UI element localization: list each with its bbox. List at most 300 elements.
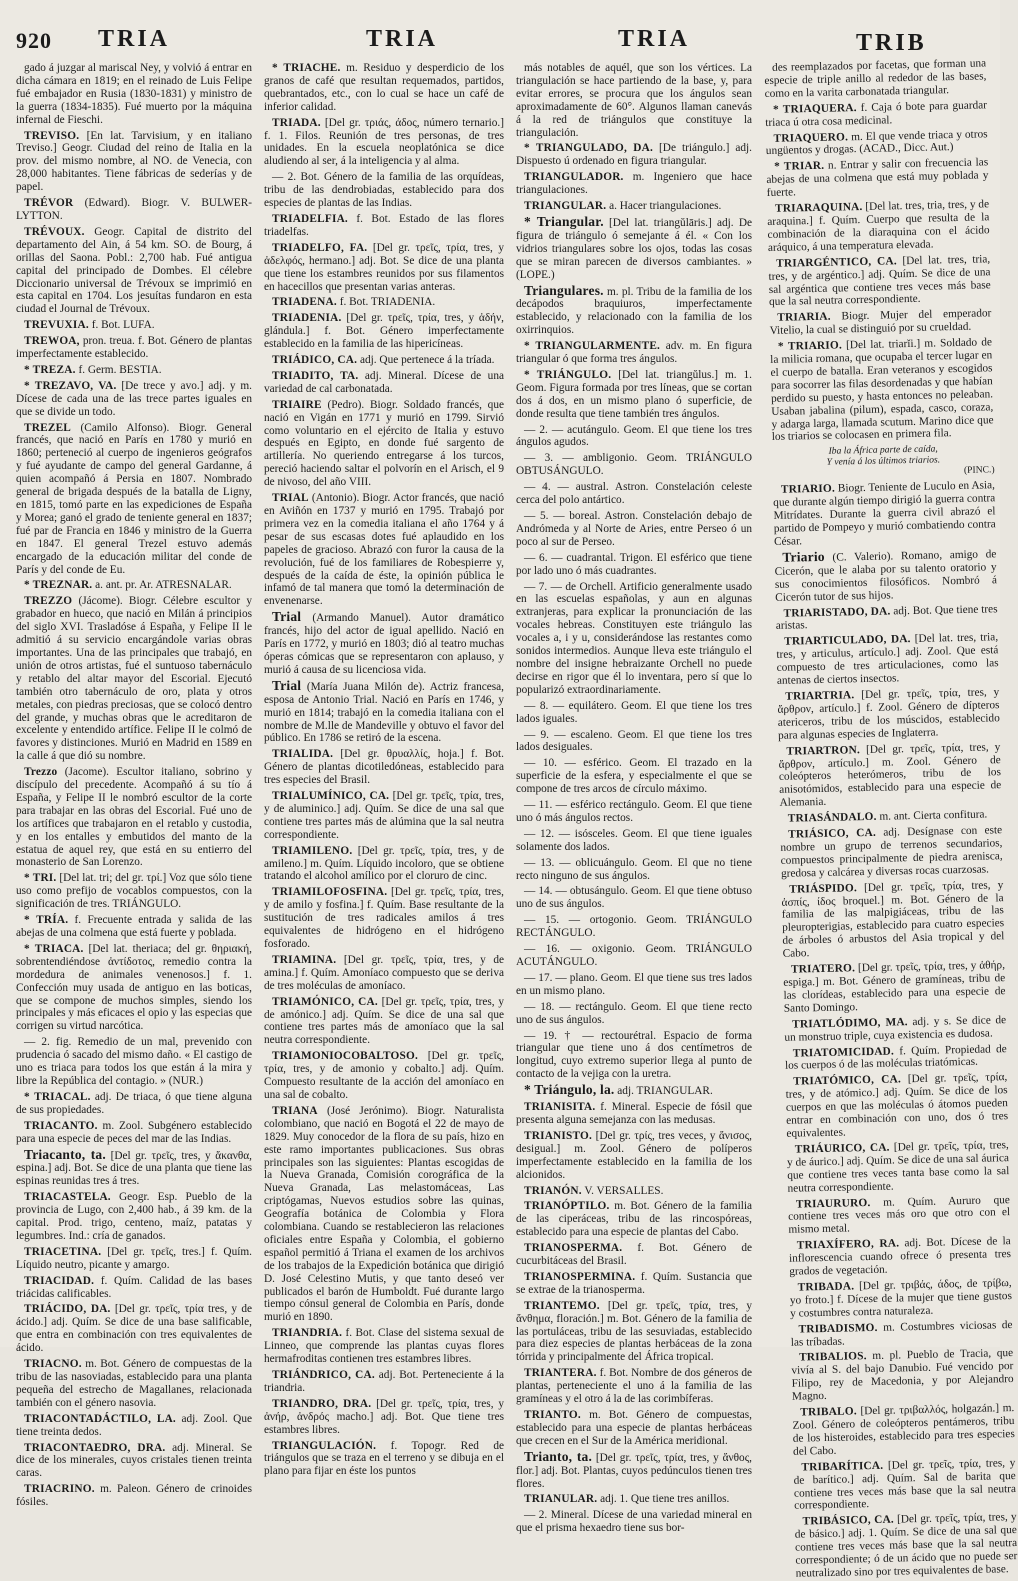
entry-definition: [Del lat. theriaca; del gr. θηριακή, sobrentendiéndose ἀντίδοτος, remedio contra la mordedura de animales venenosos.] f. 1. Confección muy usada de antiguo en las boticas, que se compone de muchos simples, siendo los principales y más eficaces el opio y las especias que corrigen su virtud narcótica. [16, 942, 252, 1033]
entry-headword: TRIANULAR. [524, 1493, 598, 1506]
dictionary-entry [16, 914, 252, 940]
entry-definition: m. Residuo y desperdicio de los granos de café que resultan requemados, partidos, quebrantados, etc., con lo cual se hace un café de inferior calidad. [264, 62, 505, 113]
dictionary-entry [516, 700, 752, 726]
entry-headword: TRIANTEMO. [524, 1299, 600, 1312]
dictionary-entry [516, 1271, 752, 1297]
dictionary-entry [770, 336, 994, 444]
dictionary-entry [516, 142, 752, 168]
entry-definition: f. Bot. TRIADENIA. [339, 296, 436, 309]
entry-headword: TRIARIO. [780, 482, 836, 497]
entry-headword: TRIANGULAR. [524, 200, 607, 213]
dictionary-entry [516, 282, 752, 338]
entry-definition: f. Bot. Estado de las flores triadelfas. [264, 212, 504, 238]
entry-headword: * TRIAQUERA. [772, 101, 857, 116]
entry-headword: TRIADELFIA. [272, 212, 348, 225]
entry-definition: — 2. Bot. Género de la familia de las orquídeas, tribu de las dendrobiadas, establecido para dos especies de plantas de las Indias. [264, 171, 504, 210]
dictionary-entry [774, 547, 997, 604]
dictionary-entry [516, 171, 752, 197]
entry-headword: TRIACANTO. [24, 1119, 98, 1132]
entry-headword: TRIÁDICO, CA. [272, 354, 358, 367]
entry-headword: TRIANOSPERMINA. [524, 1270, 636, 1283]
entry-headword: TRÉVOUX. [24, 225, 85, 238]
entry-headword: TRIATOMICIDAD. [792, 1045, 895, 1060]
dictionary-entry [516, 943, 752, 969]
entry-definition: m. Bot. Género de la familia de las ciperáceas, tribu de las rincospóreas, establecido para una especie de plantas del Cabo. [516, 1200, 753, 1239]
entry-definition: f. Quím. Propiedad de los cuerpos ó de las moléculas triatómicas. [784, 1042, 1007, 1073]
entry-headword: Trial [272, 677, 302, 693]
dictionary-entry [16, 1303, 252, 1355]
entry-headword: TRIACIDAD. [24, 1274, 95, 1287]
dictionary-entry [516, 757, 752, 796]
dictionary-entry [778, 741, 1001, 810]
entry-definition: m. Quím. Aururo que contiene tres veces más oro que otro con el mismo metal. [788, 1193, 1011, 1237]
entry-definition: a. ant. pr. Ar. ATRESNALAR. [95, 579, 232, 592]
running-head-4: TRIB [856, 30, 927, 56]
entry-definition: m. pl. Pueblo de Tracia, que vivía al S. del bajo Danubio. Fué vencido por Filipo, rey de Macedonia, y por Alejandro Magno. [791, 1347, 1014, 1403]
entry-headword: * TREZAVO, VA. [24, 379, 117, 392]
entry-headword: TRIANÓN. [524, 1184, 582, 1197]
dictionary-entry [16, 422, 252, 577]
entry-headword: TRIBADA. [797, 1280, 855, 1294]
dictionary-entry [516, 452, 752, 478]
entry-definition: m. Zool. Subgénero establecido para una especie de peces del mar de las Indias. [16, 1119, 252, 1145]
entry-definition: n. Entrar y salir con frecuencia las abejas de una colmena que está muy poblada y fuerte. [766, 156, 989, 200]
entry-headword: TRIÁSPIDO. [789, 881, 858, 896]
dictionary-entry [16, 1413, 252, 1439]
entry-headword: TRIARTRIA. [785, 689, 855, 703]
dictionary-entry [16, 197, 252, 223]
entry-headword: TRIARIA. [777, 310, 831, 325]
entry-definition: f. Bot. Género de cucurbitáceas del Brasil. [516, 1242, 752, 1268]
entry-headword: * Triangular. [524, 213, 604, 229]
entry-headword: TRIARAQUINA. [774, 201, 863, 215]
dictionary-entry [516, 828, 752, 854]
dictionary-entry [784, 1014, 1006, 1044]
entry-definition: f. Mineral. Especie de fósil que presenta alguna semejanza con las medusas. [516, 1101, 753, 1126]
entry-definition: Biogr. Teniente de Luculo en Asia, que durante algún tiempo dirigió la guerra contra Mitrídates. Durante la guerra civil abrazó el partido de Pompeyo y murió combatiendo contra César. [773, 479, 996, 548]
dictionary-entry [787, 1139, 1010, 1195]
entry-definition: [Del gr. τρεῖς, τρία, tres, y ἄνθημα, floración.] m. Bot. Género de la familia de las portuláceas, tribu de las sesuviadas, establecido para diez especies de plantas herbáceas de la zona tórrida y principalmente del África tropical. [516, 1299, 752, 1364]
entry-headword: TRIAURURO. [795, 1196, 871, 1211]
column-1 [16, 62, 253, 1509]
entry-headword: TRIÁURICO, CA. [794, 1141, 890, 1156]
entry-headword: TRIANOSPERMA. [524, 1242, 623, 1255]
entry-headword: TRIAMONIOCOBALTOSO. [272, 1050, 418, 1063]
dictionary-entry [264, 171, 504, 210]
entry-headword: TRIARISTADO, DA. [783, 605, 891, 620]
entry-headword: TRIARTRON. [786, 743, 861, 758]
entry-definition: [Del gr. τριβάς, άδος, de τρίβω, yo froto.] f. Dícese de la mujer que tiene gustos y costumbres contra naturaleza. [789, 1277, 1013, 1320]
entry-headword: Trianto, ta. [524, 1448, 593, 1464]
entry-headword: * Triángulo, la. [524, 1082, 615, 1098]
entry-headword: * TRI. [24, 872, 57, 885]
dictionary-entry [516, 1101, 752, 1127]
dictionary-entry [264, 492, 504, 608]
entry-definition: f. Topogr. Red de triángulos que se traza en el terreno y se dibuja en el plano para fijar en éste los puntos [264, 1439, 504, 1478]
dictionary-entry [516, 1300, 752, 1365]
entry-headword: TRIALUMÍNICO, CA. [272, 790, 390, 803]
entry-headword: TRIANA [272, 1104, 318, 1117]
verse-source: (PINC.) [963, 464, 995, 477]
entry-definition: f. Bot. LUFA. [91, 319, 155, 332]
entry-headword: * TRIANGULADO, DA. [524, 142, 654, 155]
dictionary-entry [16, 62, 252, 127]
entry-definition: (Pedro). Biogr. Soldado francés, que nació en Vigán en 1771 y murió en 1799. Sirvió como voluntario en el ejército de Italia y estuvo después en Egipto, en donde fué sargento de artillería. No queriendo entregarse á los turcos, pereció haciendo saltar el polvorín en el Arisch, el 9 de nivoso, del año VIII. [264, 398, 504, 489]
entry-definition: [Del gr. τρεῖς, tres.] f. Quím. Líquido neutro, picante y amargo. [16, 1245, 252, 1271]
entry-headword: TRIACONTADÁCTILO, LA. [24, 1412, 176, 1425]
entry-definition: [Del gr. τρίς, tres veces, y ἄνισος, desigual.] m. Zool. Género de políperos imperfectamente establecido en la familia de los alcionidos. [516, 1129, 752, 1181]
entry-definition: (Jacome). Escultor italiano, sobrino y discípulo del precedente. Acompañó á su tío á España, y Felipe II le nombró escultor de la corte para trabajar en las obras del Escorial. Fué uno de los artífices que trabajaron en el retablo y custodia, y en los entalles y embutidos del manto de la estatua de aquel rey, que está en su entierro del monasterio de San Lorenzo. [16, 766, 252, 869]
dictionary-entry [516, 369, 752, 421]
entry-headword: TRIADITO, TA. [272, 369, 359, 382]
dictionary-entry [773, 480, 996, 549]
entry-definition: [Del gr. τριάς, άδος, número ternario.] f. 1. Filos. Reunión de tres personas, de tres unidades. En la escuela neoplatónica se dice aludiendo al ser, á la inteligencia y al alma. [264, 116, 505, 168]
dictionary-entry [264, 1327, 504, 1366]
dictionary-entry [16, 579, 252, 592]
entry-definition: (Armando Manuel). Autor dramático francés, hijo del actor de igual apellido. Nació en París en 1772, y murió en 1803; dió al teatro muchas óperas cómicas que se representaron con aplauso, y murió á causa de su licenciosa vida. [264, 612, 504, 676]
entry-definition: V. VERSALLES. [584, 1184, 664, 1197]
entry-headword: TRIACNO. [24, 1358, 82, 1371]
entry-headword: TRIÁSICO, CA. [788, 826, 877, 841]
entry-definition: — 7. — de Orchell. Artificio generalmente usado en las escuelas españolas, y aun en algunas extranjeras, para explicar la pronunciación de las vocales hebreas. Constituyen este triángulo las vocales a, i y u, considerándose las restantes como sonidos intermedios. Aunque lleva este triángulo el nombre del insigne hebraizante Orchell no puede decirse en rigor que él lo inventara, pero sí que lo popularizó extraordinariamente. [516, 580, 752, 696]
entry-definition: des reemplazados por facetas, que forman una especie de triple anillo al rededor de las bases, como en la varita carbonatada triangular. [764, 57, 987, 100]
dictionary-entry [16, 380, 252, 419]
entry-headword: TRIAL [272, 492, 309, 505]
dictionary-entry [16, 943, 252, 1033]
dictionary-entry [16, 766, 252, 869]
column-3 [516, 62, 753, 1535]
entry-headword: * TRIACA. [24, 942, 84, 955]
entry-headword: TRIATLÓDIMO, MA. [792, 1015, 908, 1031]
dictionary-entry [794, 1511, 1017, 1580]
dictionary-entry [769, 308, 991, 338]
entry-definition: [Del lat. triarĭi.] m. Soldado de la milicia romana, que ocupaba el tercer lugar en el cuerpo de batalla. Eran veteranos y escogidos para socorrer las filas desordenadas y que habían perdido su puesto, y hasta entonces no peleaban. Usaban jabalina (pilum), espada, casco, coraza, y adarga larga, llamada scutum. Marino dice que los triarios se colocasen en primera fila. [770, 336, 994, 444]
dictionary-entry [16, 335, 252, 361]
entry-headword: TRIARGÉNTICO, CA. [776, 254, 897, 270]
entry-headword: TRIANTERA. [524, 1367, 597, 1380]
dictionary-entry [516, 1001, 752, 1027]
entry-headword: TRIANISITA. [524, 1101, 596, 1114]
entry-headword: TRIATERO. [790, 962, 856, 976]
entry-headword: TRIBALO. [800, 1405, 857, 1419]
dictionary-entry [780, 824, 1003, 880]
entry-headword: * TRÍA. [24, 914, 69, 927]
entry-definition: f. Bot. Clase del sistema sexual de Linneo, que comprende las plantas cuyas flores hermafroditas contienen tres estambres libres. [264, 1327, 504, 1366]
dictionary-entry [264, 1398, 504, 1437]
dictionary-entry [16, 1091, 252, 1117]
entry-definition: m. Paleon. Género de crinoides fósiles. [16, 1483, 253, 1509]
dictionary-entry [516, 481, 752, 507]
dictionary-entry [516, 1242, 752, 1268]
entry-headword: TRIAMINA. [272, 953, 337, 966]
dictionary-entry [775, 603, 997, 633]
entry-definition: gado á juzgar al mariscal Ney, y volvió á entrar en dicha cámara en 1819; en el reinado de Luis Felipe fué embajador en Rusia (1830-1831) y ministro de la guerra (1834-1835). Fué muerto por la máquina infernal de Fieschi. [16, 62, 252, 126]
column-2 [264, 62, 505, 1478]
dictionary-entry [516, 1448, 752, 1491]
entry-headword: TRIARTICULADO, DA. [784, 633, 911, 649]
header-4 [764, 22, 986, 62]
dictionary-entry [783, 959, 1006, 1015]
entry-headword: TRIAMILENO. [272, 844, 353, 857]
dictionary-entry [264, 1050, 504, 1102]
dictionary-entry [516, 1185, 752, 1198]
dictionary-entry [264, 996, 504, 1048]
entry-definition: Geogr. Esp. Pueblo de la provincia de Lugo, con 2,400 hab., á 39 km. de la capital. Prod. trigo, centeno, maíz, patatas y legumbres. Ind.: cría de ganados. [16, 1191, 252, 1242]
entry-definition: — 3. — ambligonio. Geom. TRIÁNGULO OBTUSÁNGULO. [516, 452, 752, 478]
entry-definition: [Del gr. τρεῖς, τρία, tres, y ἄρθρον, artículo.] m. Zool. Género de coleópteros heterómeros, tribu de los anisotómidos, establecido para una especie de Alemania. [778, 740, 1002, 810]
dictionary-entry [264, 611, 504, 677]
dictionary-entry [516, 1509, 752, 1535]
entry-definition: [Del gr. τρεῖς, τρία, tres, y ἀδήν, glándula.] f. Bot. Género imperfectamente establecido en la familia de las hipericíneas. [264, 312, 504, 351]
entry-definition: — 13. — oblicuángulo. Geom. El que no tiene recto ninguno de sus ángulos. [516, 856, 752, 882]
dictionary-entry [516, 799, 752, 825]
running-head-1: TRIA [98, 26, 171, 52]
entry-definition: [Del gr. τρεῖς, τρία, tres, y ἄρθρον, artículo.] f. Zool. Género de dípteros atericeros, tribu de los múscidos, establecido para algunas especies de Inglaterra. [777, 686, 1000, 742]
entry-definition: — 8. — equilátero. Geom. El que tiene los tres lados iguales. [516, 699, 752, 725]
running-head-3: TRIA [618, 26, 691, 52]
dictionary-entry [264, 1440, 504, 1479]
dictionary-entry [16, 1036, 252, 1088]
entry-definition: [Del gr. τριβαλλός, holgazán.] m. Zool. Género de coleópteros pentámeros, tribu de los histeroides, establecido para tres especies del Cabo. [792, 1402, 1015, 1458]
dictionary-entry [767, 198, 990, 254]
entry-headword: Triangulares. [524, 282, 604, 298]
entry-headword: TRIBARÍTICA. [801, 1459, 884, 1474]
entry-headword: TRIADA. [272, 116, 321, 129]
entry-headword: Triario [782, 548, 825, 565]
dictionary-entry [516, 1200, 752, 1239]
dictionary-entry [516, 1130, 752, 1182]
entry-definition: adj. Que pertenece á la tríada. [359, 354, 495, 367]
entry-definition: adj. Zool. Que tiene treinta dedos. [16, 1412, 252, 1438]
entry-definition: [Del gr. τρεῖς, τρία, tres, y ἄνθος, flor.] adj. Bot. Plantas, cuyos pedúnculos tienen tres flores. [516, 1451, 752, 1490]
entry-definition: más notables de aquél, que son los vértices. La triangulación se hace partiendo de la base, y, para evitar errores, se procura que los ángulos sean aproximadamente de 60°. Algunos llaman canevás á la red de triángulos que constituye la triangulación. [516, 62, 752, 139]
entry-definition: pron. treua. f. Bot. Género de plantas imperfectamente establecido. [16, 335, 252, 361]
entry-definition: adj. Bot. Que tiene tres aristas. [775, 602, 998, 633]
dictionary-entry [788, 1194, 1011, 1237]
entry-definition: — 16. — oxigonio. Geom. TRIÁNGULO ACUTÁNGULO. [516, 943, 752, 968]
verse-text: Iba la África parte de caída, Y venía á los últimos triarios. [826, 443, 941, 469]
dictionary-entry [776, 632, 999, 688]
dictionary-entry [516, 552, 752, 578]
entry-definition: [Del gr. τρεῖς, τρία, tres, y ἀσπίς, ίδος broquel.] m. Bot. Género de la familia de las malpigiáceas, tribu de las pleuropterigias, establecido para cuatro especies de árboles ó arbustos del Asia tropical y del Cabo. [781, 878, 1005, 960]
dictionary-entry [16, 319, 252, 332]
dictionary-entry [16, 1358, 252, 1410]
entry-headword: * TRIAR. [774, 160, 825, 174]
dictionary-entry [765, 99, 987, 129]
dictionary-entry [264, 748, 504, 787]
dictionary-entry [516, 200, 752, 213]
entry-headword: TRIBADISMO. [798, 1321, 878, 1336]
entry-headword: Trial [272, 609, 302, 625]
entry-definition: — 18. — rectángulo. Geom. El que tiene recto uno de sus ángulos. [516, 1000, 752, 1026]
entry-definition: [Del lat. tres, tria, tres, y de araquina.] f. Quím. Cuerpo que resulta de la combinación de la diaraquina con el ácido aráquico, á una temperatura elevada. [767, 198, 990, 254]
dictionary-entry [789, 1235, 1012, 1278]
header-left [16, 22, 252, 62]
entry-definition: (Antonio). Biogr. Actor francés, que nació en Aviñón en 1737 y murió en 1795. Trabajó por primera vez en la comedia italiana el año 1764 y á pesar de sus escasas dotes fué aplaudido en los papeles de gracioso. Abrazó con furor la causa de la revolución, fué de los familiares de Robespierre y, después de la caída de éste, la opinión pública le infamó de tal manera que tomó la determinación de envenenarse. [264, 492, 504, 608]
entry-definition: adj. Desígnase con este nombre un grupo de terrenos secundarios, compuestos principalmente de piedra arenisca, gredosa y calcárea y diversas rocas cuarzosas. [780, 824, 1003, 880]
entry-definition: [Del gr. τρεῖς, τρία, tres, y ἀθήρ, espiga.] m. Bot. Género de gramíneas, tribu de las clorídeas, establecido para una especie de Santo Domingo. [783, 959, 1006, 1015]
dictionary-entry [516, 914, 752, 940]
dictionary-entry [264, 296, 504, 309]
entry-headword: TRIANÓPTILO. [524, 1200, 610, 1213]
dictionary-entry [516, 1030, 752, 1082]
entry-headword: TRIANISTO. [524, 1129, 593, 1142]
verse-quote [772, 443, 995, 481]
dictionary-entry [16, 1246, 252, 1272]
entry-definition: [Del lat. triangŭlāris.] adj. De figura de triángulo ó semejante á él. « Con los vidrios triangulares sobre los ojos, todas las cosas que se miran parecen de diversos cambiantes. » (LOPE.) [516, 216, 753, 281]
dictionary-entry [792, 1402, 1015, 1458]
header-2 [264, 22, 504, 62]
dictionary-entry [516, 972, 752, 998]
entry-definition: m. Bot. Género de compuestas de la tribu de las nasoviadas, establecido para una planta pequeña del estrecho de Magallanes, relacionada también con el género nasovia. [16, 1358, 252, 1409]
entry-headword: * TRIANGULARMENTE. [524, 340, 661, 353]
entry-definition: (Edward). Biogr. V. BULWER-LYTTON. [16, 197, 253, 222]
dictionary-entry [16, 1275, 252, 1301]
dictionary-entry [785, 1071, 1008, 1140]
dictionary-entry [516, 857, 752, 883]
dictionary-entry [766, 157, 989, 200]
entry-headword: TRIADELFO, FA. [272, 241, 368, 254]
entry-definition: Geogr. Capital de distrito del departamento del Ain, á 54 km. SO. de Bourg, á orillas del Saona. Pobl.: 2,700 hab. Fué antigua capital del principado de Dombes. El célebre Diccionario universal de Trévoux se imprimió en esta capital en 1704. Los jesuítas fundaron en esta ciudad el Journal de Trévoux. [16, 225, 252, 316]
entry-definition: [Del gr. τρεῖς, τρία, tres, y de amileno.] m. Quím. Líquido incoloro, que se obtiene tratando el alcohol amílico por el cloruro de cinc. [264, 844, 504, 883]
dictionary-entry [264, 213, 504, 239]
entry-headword: TRIBALIOS. [799, 1350, 867, 1365]
dictionary-entry [785, 1043, 1007, 1073]
entry-headword: TREZEL [24, 421, 72, 434]
entry-definition: — 19. † — rectourétral. Espacio de forma triangular que tiene uno á dos centímetros de longitud, cuyo extremo superior llega al punto de contacto de la vejiga con la uretra. [516, 1029, 752, 1081]
entry-headword: TRIAMILOFOSFINA. [272, 886, 388, 899]
entry-definition: [Del lat. tres, tria, tres, y de argéntico.] adj. Quím. Se dice de una sal argéntica que contiene tres veces más base que la sal neutra correspondiente. [768, 252, 991, 309]
dictionary-entry [16, 1146, 252, 1189]
entry-definition: f. Quím. Sustancia que se extrae de la trianosperma. [516, 1270, 752, 1296]
dictionary-entry [516, 1367, 752, 1406]
entry-definition: — 6. — cuadrantal. Trigon. El esférico que tiene por lado uno ó más cuadrantes. [516, 551, 752, 577]
dictionary-entry [516, 510, 752, 549]
dictionary-entry [516, 340, 752, 366]
entry-definition: [Del lat. tres, tria, tres, y articulus, artículo.] adj. Zool. Que está compuesto de tres articulaciones, como las antenas de ciertos insectos. [776, 631, 999, 687]
entry-definition: adj. De triaca, ó que tiene alguna de sus propiedades. [16, 1090, 252, 1116]
entry-definition: (Camilo Alfonso). Biogr. General francés, que nació en París en 1780 y murió en 1860; perteneció al cuerpo de ingenieros geógrafos y fué ayudante de campo del general Gardanne, á quien acompañó á Persia en 1807. Nombrado general de brigada después de la batalla de Ligny, en 1815, tomó parte en las expediciones de España y Morea; ganó el grado de teniente general en 1837; fué par de Francia en 1846 y ministro de la Guerra en 1847. El general Trezel estuvo además encargado de la educación militar del conde de París y del conde de Eu. [16, 421, 252, 576]
entry-headword: TREVISO. [24, 129, 80, 142]
entry-definition: adj. 1. Que tiene tres anillos. [600, 1493, 730, 1506]
dictionary-entry [264, 354, 504, 367]
dictionary-entry [16, 226, 252, 316]
dictionary-entry [516, 885, 752, 911]
entry-definition: f. Caja ó bote para guardar triaca ú otra cosa medicinal. [765, 99, 988, 129]
entry-headword: * TRIÁNGULO. [524, 368, 612, 381]
column-4 [764, 57, 1018, 1580]
dictionary-entry [264, 399, 504, 489]
entry-headword: TRIACETINA. [24, 1245, 102, 1258]
entry-headword: TRIATÓMICO, CA. [793, 1073, 902, 1088]
entry-definition: [Del gr. τρεῖς, τρία, tres, y de atómico.] adj. Quím. Se dice de los cuerpos en que las moléculas ó átomos pueden entrar en combinación con uno, dos ó tres equivalentes. [785, 1071, 1009, 1140]
entry-definition: — 17. — plano. Geom. El que tiene sus tres lados en un mismo plano. [516, 971, 752, 997]
entry-definition: — 2. — acutángulo. Geom. El que tiene los tres ángulos agudos. [516, 423, 752, 449]
dictionary-entry [791, 1348, 1014, 1404]
entry-definition: adj. TRIANGULAR. [617, 1085, 713, 1098]
entry-definition: [Del gr. τρεῖς, τρία, tres, y de amonio y cobalto.] adj. Quím. Compuesto resultante de la acción del amoníaco en una sal de cobalto. [264, 1050, 504, 1101]
dictionary-entry [516, 1493, 752, 1506]
entry-definition: [Del gr. τρεῖς, τρία, tres, y de áurico.] adj. Quím. Se dice de una sal áurica que contiene tres veces tanta base como la sal neutra correspondiente. [786, 1138, 1010, 1195]
entry-headword: TRIANTO. [524, 1409, 581, 1421]
entry-definition: f. Germ. BESTIA. [78, 363, 162, 376]
page-number: 920 [16, 28, 52, 53]
entry-definition: — 2. fig. Remedio de un mal, prevenido con prudencia ó sacado del mismo daño. « El castigo de uno es triaca para todos los que están á la mira y libre la República del contagio. » (NUR.) [16, 1036, 252, 1087]
entry-definition: (C. Valerio). Romano, amigo de Cicerón, que le alaba por su talento oratorio y sus conocimientos filosóficos. Nombró á Cicerón tutor de sus hijos. [774, 548, 998, 604]
entry-definition: [Del gr. τρεῖς, τρία, tres, y de amónico.] adj. Quím. Se dice de una sal que contiene tres partes más de amoníaco que la sal neutra correspondiente. [264, 995, 504, 1047]
entry-headword: TRIANGULACIÓN. [272, 1439, 377, 1452]
entry-headword: TRIAIRE [272, 398, 322, 411]
entry-headword: TRIALIDA. [272, 748, 334, 761]
entry-definition: adj. Bot. Perteneciente á la triandria. [264, 1369, 505, 1394]
entry-definition: — 14. — obtusángulo. Geom. El que tiene obtuso uno de sus ángulos. [516, 885, 752, 911]
entry-definition: — 11. — esférico rectángulo. Geom. El que tiene uno ó más ángulos rectos. [516, 799, 752, 824]
entry-headword: * TRIARIO. [777, 339, 843, 353]
entry-definition: m. pl. Tribu de la familia de los decápodos braquiuros, imperfectamente establecido, y relacionado con la familia de los oxirrinquios. [516, 285, 752, 337]
dictionary-entry [264, 312, 504, 351]
entry-definition: [Del gr. τρεῖς, τρία, tres, y de barítico.] adj. Quím. Sal de barita que contiene tres veces más base que la sal neutra correspondiente. [793, 1456, 1017, 1513]
dictionary-entry [264, 242, 504, 294]
entry-definition: — 10. — esférico. Geom. El trazado en la superficie de la esfera, y especialmente el que se compone de tres arcos de círculo máximo. [516, 757, 752, 796]
entry-headword: TRIANGULADOR. [524, 171, 624, 184]
entry-headword: TRIANDRO, DRA. [272, 1397, 372, 1410]
dictionary-entry [264, 845, 504, 884]
dictionary-entry [16, 872, 252, 911]
dictionary-entry [765, 128, 987, 158]
dictionary-entry [264, 1369, 504, 1395]
entry-definition: (María Juana Milón de). Actriz francesa, esposa de Antonio Trial. Nació en París en 1746, y murió en 1814; trabajó en la comedia italiana con el nombre de M.lle de Mandeville y obtuvo el favor del público. En 1786 se retiró de la escena. [264, 680, 504, 745]
entry-definition: (Jácome). Biogr. Célebre escultor y grabador en hueco, que nació en Milán á principios del siglo XVI. Trasladóse á España, y Felipe II le admitió á su servicio encargándole varias obras importantes. Una de las principales que trabajó, en unión de otros artistas, fué el suntuoso tabernáculo y retablo del altar mayor del Escorial. Ejecutó también otro tabernáculo de oro, plata y otros metales, con piedras preciosas, que se colocó dentro del grande, y muchas obras que le acreditaron de excelente y entendido artífice. Felipe II le colmó de favores y distinciones. Murió en Madrid en 1589 en la calle á que dió su nombre. [16, 595, 252, 763]
entry-headword: Triacanto, ta. [24, 1146, 106, 1162]
entry-definition: — 2. Mineral. Dícese de una variedad mineral en que el prisma hexaedro tiene sus bor- [516, 1509, 752, 1535]
entry-definition: Biogr. Mujer del emperador Vitelio, la cual se distinguió por su crueldad. [769, 307, 992, 338]
entry-definition: [Del gr. τρεῖς, τρία, tres, y de amina.] f. Quím. Amoníaco compuesto que se deriva de tres moléculas de amoníaco. [264, 953, 505, 992]
entry-definition: [Del gr. τρεῖς, τρία, tres, y ἀνήρ, ἀνδρός macho.] adj. Bot. Que tiene tres estambres libres. [264, 1397, 504, 1436]
entry-definition: f. Bot. Nombre de dos géneros de plantas, perteneciente el uno á la familia de las gramíneas y el otro á la de las corimbíferas. [516, 1367, 752, 1406]
dictionary-entry [793, 1457, 1016, 1513]
entry-headword: * TRIACHE. [272, 62, 341, 74]
dictionary-entry [264, 62, 504, 114]
entry-definition: (José Jerónimo). Biogr. Naturalista colombiano, que nació en Bogotá el 22 de mayo de 1829. Muy conocedor de la flora de su país, hizo en este ramo importantes publicaciones. Sus obras principales son las siguientes: Plantas escogidas de la Nueva Granada, Comisión corográfica de la Nueva Granada, Las melastomáceas, Las criptógamas, Nuevos estudios sobre las quinas, Geografía botánica de Colombia y Flora colombiana. Cuando se restablecieron las relaciones oficiales entre España y Colombia, el gobierno español permitió á Triana el examen de los archivos de los trabajos de la Expedición botánica que dirigió D. José Celestino Mutis, y que tanto deseó ver publicados el barón de Humboldt. Fué durante largo tiempo cónsul general de Colombia en París, donde murió en 1890. [264, 1104, 504, 1324]
dictionary-entry [16, 1442, 252, 1481]
dictionary-entry [516, 581, 752, 697]
entry-headword: TRIADENA. [272, 296, 337, 309]
dictionary-entry [764, 57, 987, 100]
entry-definition: — 15. — ortogonio. Geom. TRIÁNGULO RECTÁNGULO. [516, 914, 752, 940]
entry-definition: [Del lat. tri; del gr. τρί.] Voz que sólo tiene uso como prefijo de vocablos compuestos, con la significación de tres. TRIÁNGULO. [16, 872, 252, 911]
entry-definition: adj. Mineral. Se dice de los minerales, cuyos cristales tienen treinta caras. [16, 1441, 253, 1480]
dictionary-entry [777, 686, 1000, 742]
entry-definition: [Del gr. τρεῖς, τρία, tres, y de aluminico.] adj. Quím. Se dice de una sal que contiene tres partes más de alúmina que la sal neutra correspondiente. [264, 790, 504, 841]
entry-definition: adv. m. En figura triangular ó que forma tres ángulos. [516, 340, 752, 366]
entry-headword: TRIAXÍFERO, RA. [796, 1237, 900, 1252]
entry-definition: [Del gr. τρεῖς, τρία tres, y de ácido.] adj. Quím. Se dice de una base salificable, que entra en combinación con tres equivalentes de ácido. [16, 1303, 253, 1355]
entry-definition: adj. Mineral. Dícese de una variedad de cal carbonatada. [264, 369, 504, 395]
entry-headword: TRIACRINO. [24, 1483, 95, 1496]
running-head-2: TRIA [366, 26, 439, 52]
entry-definition: [Del gr. τρεῖς, tres, y ἄκανθα, espina.] adj. Bot. Se dice de una planta que tiene las espinas reunidas tres á tres. [16, 1149, 252, 1188]
entry-definition: a. Hacer triangulaciones. [609, 200, 722, 213]
entry-definition: [Del gr. θρυαλλίς, hoja.] f. Bot. Género de plantas dicotiledóneas, establecido para tres especies del Brasil. [264, 748, 504, 787]
entry-definition: [Del gr. τρεῖς, τρία, tres, y de básico.] adj. 1. Quím. Se dice de una sal que contiene tres veces más base que la sal neutra correspondiente; ó de un ácido que no puede ser neutralizado sino por tres equivalentes de base. [794, 1511, 1018, 1580]
entry-definition: m. Costumbres viciosas de las tríbadas. [790, 1318, 1013, 1349]
entry-headword: TRIÁNDRICO, CA. [272, 1369, 375, 1381]
dictionary-entry [781, 879, 1005, 961]
dictionary-entry [516, 424, 752, 450]
entry-headword: TRIBÁSICO, CA. [802, 1513, 895, 1528]
dictionary-entry [790, 1319, 1012, 1349]
entry-definition: — 5. — boreal. Astron. Constelación debajo de Andrómeda y al Norte de Aries, entre Perseo ó un poco al sur de Perseo. [516, 510, 752, 548]
